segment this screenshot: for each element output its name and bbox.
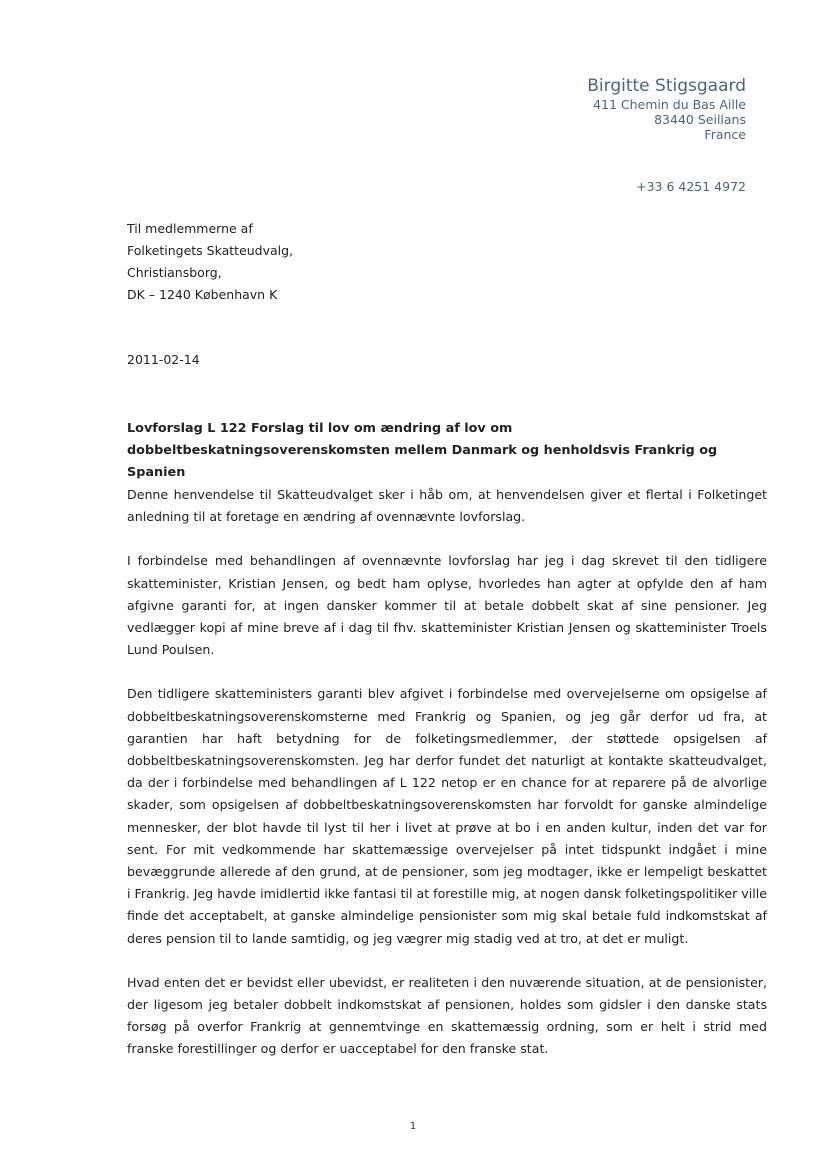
sender-name: Birgitte Stigsgaard: [587, 76, 746, 96]
recipient-block: [127, 218, 293, 306]
recipient-line: Til medlemmerne af: [127, 221, 253, 236]
body-paragraph: Hvad enten det er bevidst eller ubevidst, er realiteten i den nuværende situation, at de pensionister, der ligesom jeg betaler dobbelt indkomstskat af pensionen, holdes som gidsler i den danske stats forsøg på overfor Frankrig at gennemtvinge en skattemæssig ordning, som er helt i strid med franske forestillinger og derfor er uacceptabel for den franske stat.: [127, 974, 767, 1057]
sender-block: [587, 75, 746, 194]
recipient-line: Christiansborg,: [127, 265, 222, 280]
sender-phone: +33 6 4251 4972: [636, 179, 746, 194]
letter-body: [127, 484, 767, 1083]
recipient-line: DK – 1240 København K: [127, 287, 278, 302]
sender-address-country: France: [704, 127, 746, 142]
sender-address-street: 411 Chemin du Bas Aille: [593, 97, 746, 112]
body-paragraph: Denne henvendelse til Skatteudvalget sker i håb om, at henvendelsen giver et flertal i Folketinget anledning til at foretage en ændring af ovennævnte lovforslag.: [127, 487, 767, 525]
sender-address-city: 83440 Seillans: [654, 112, 746, 127]
letter-subject: Lovforslag L 122 Forslag til lov om ændring af lov om dobbeltbeskatningsoverenskomsten mellem Danmark og henholdsvis Frankrig og Spanien: [127, 421, 718, 480]
page-number: 1: [409, 1121, 417, 1132]
recipient-line: Folketingets Skatteudvalg,: [127, 243, 294, 258]
body-paragraph: Den tidligere skatteministers garanti blev afgivet i forbindelse med overvejelserne om opsigelse af dobbeltbeskatningsoverenskomsterne med Frankrig og Spanien, og jeg går derfor ud fra, at garantien har haft betydning for de folketingsmedlemmer, der støttede opsigelsen af dobbeltbeskatningsoverenskomsten. Jeg har derfor fundet det naturligt at kontakte skatteudvalget, da der i forbindelse med behandlingen af L 122 netop er en chance for at reparere på de alvorlige skader, som opsigelsen af dobbeltbeskatningsoverenskomsten har forvoldt for ganske almindelige mennesker, der blot havde til lyst til her i livet at prøve at bo i en anden kultur, inden det var for sent. For mit vedkommende har skattemæssige overvejelser på intet tidspunkt indgået i mine bevæggrunde allerede af den grund, at de pensioner, som jeg modtager, ikke er lempeligt beskattet i Frankrig. Jeg havde imidlertid ikke fantasi til at forestille mig, at nogen dansk folketingspolitiker ville finde det acceptabelt, at ganske almindelige pensionister som mig skal betale fuld indkomstskat af deres pension til to lande samtidig, og jeg vægrer mig stadig ved at tro, at det er muligt.: [127, 686, 767, 946]
letter-date: 2011-02-14: [127, 352, 200, 367]
body-paragraph: I forbindelse med behandlingen af ovennævnte lovforslag har jeg i dag skrevet til den tidligere skatteminister, Kristian Jensen, og bedt ham oplyse, hvorledes han agter at opfylde den af ham afgivne garanti for, at ingen dansker kommer til at betale dobbelt skat af sine pensioner. Jeg vedlægger kopi af mine breve af i dag til fhv. skatteminister Kristian Jensen og skatteminister Troels Lund Poulsen.: [127, 553, 767, 658]
